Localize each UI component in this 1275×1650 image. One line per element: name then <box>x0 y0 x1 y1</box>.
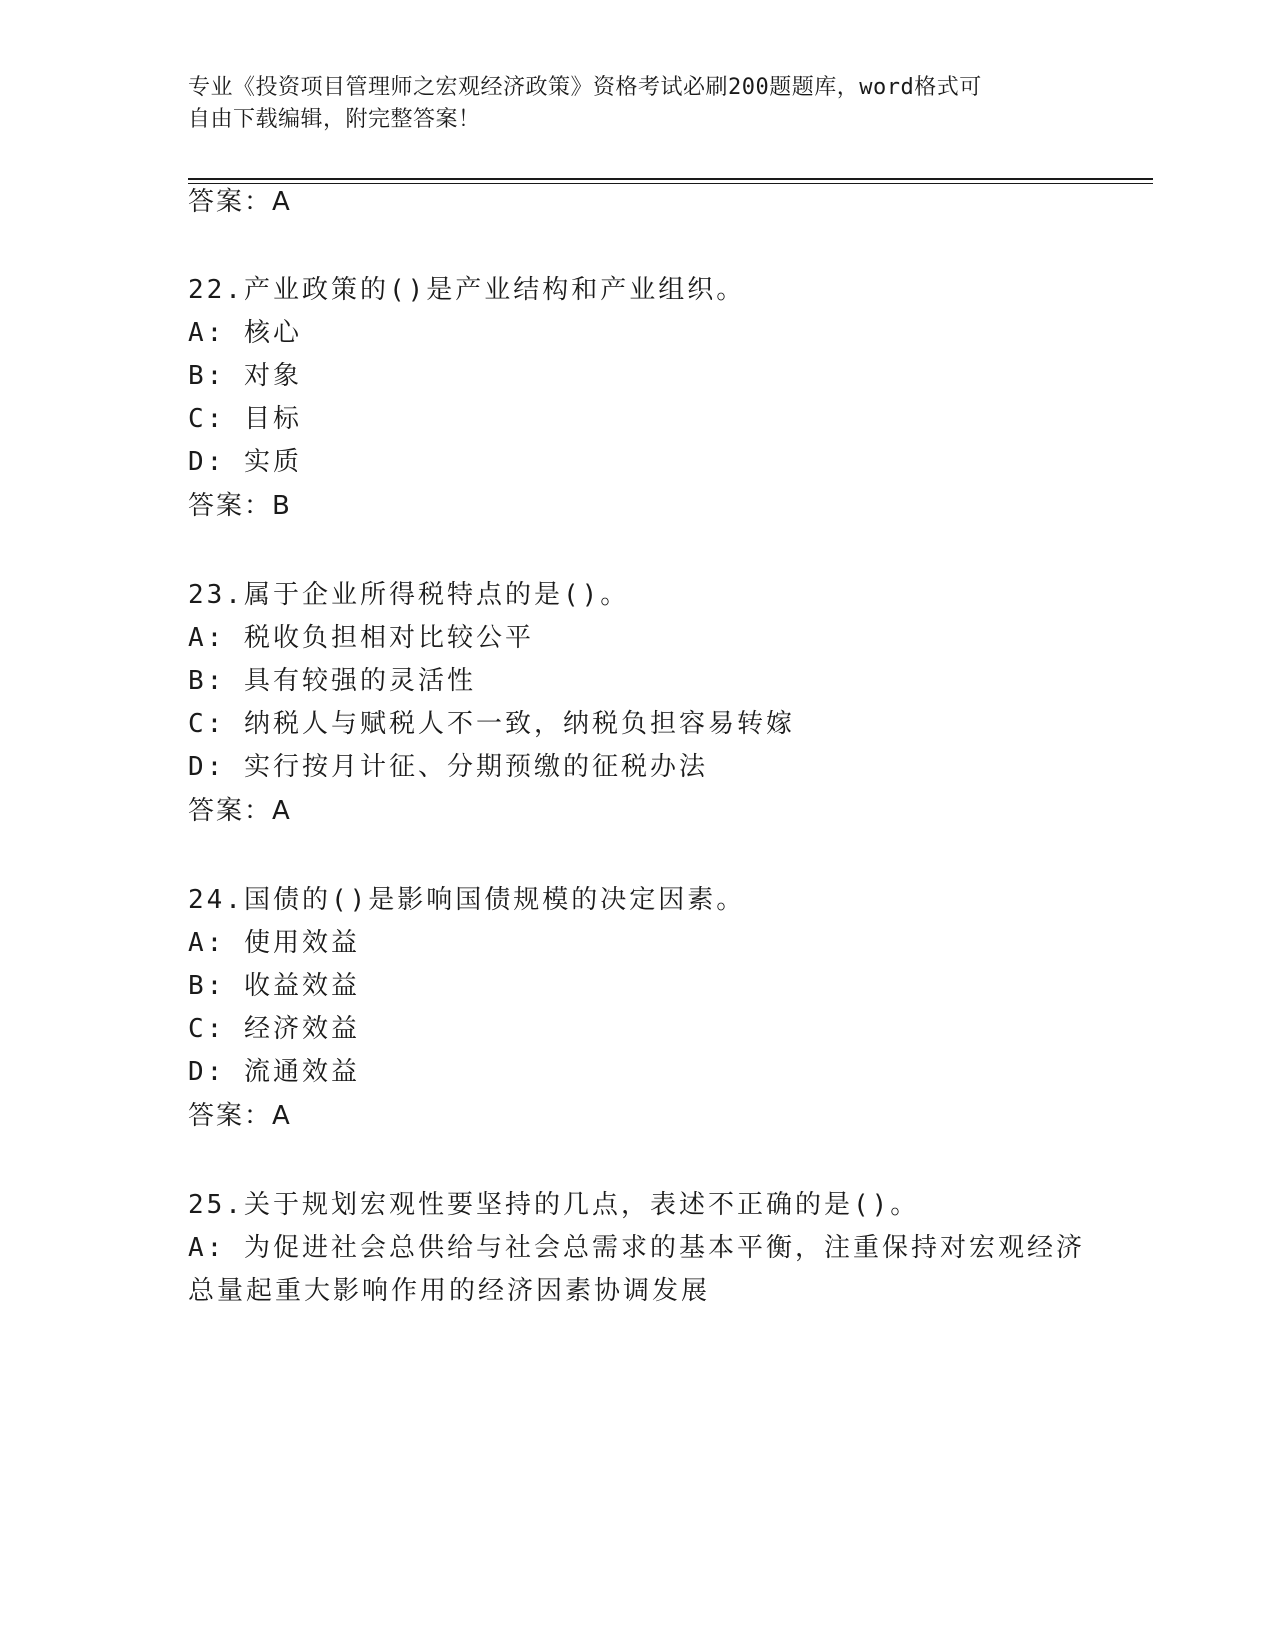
question-24-option-c: C: 经济效益 <box>188 1014 360 1044</box>
question-22-option-d: D: 实质 <box>188 447 302 477</box>
question-22-option-b: B: 对象 <box>188 361 302 391</box>
header-line-2: 自由下载编辑，附完整答案！ <box>188 107 481 132</box>
question-24-option-d: D: 流通效益 <box>188 1057 360 1087</box>
question-24-stem: 24.国债的()是影响国债规模的决定因素。 <box>188 885 746 915</box>
question-25-option-a-continued: 总量起重大影响作用的经济因素协调发展 <box>188 1276 711 1306</box>
question-23-option-a: A: 税收负担相对比较公平 <box>188 623 534 653</box>
question-22-option-c: C: 目标 <box>188 404 302 434</box>
question-23-option-d: D: 实行按月计征、分期预缴的征税办法 <box>188 752 708 782</box>
question-24-option-a: A: 使用效益 <box>188 928 360 958</box>
question-23-option-b: B: 具有较强的灵活性 <box>188 666 476 696</box>
header-divider-thin <box>188 183 1153 184</box>
document-header <box>188 72 1068 136</box>
question-23-option-c: C: 纳税人与赋税人不一致，纳税负担容易转嫁 <box>188 709 795 739</box>
header-line-1: 专业《投资项目管理师之宏观经济政策》资格考试必刷200题题库，word格式可 <box>188 75 982 100</box>
question-25-stem: 25.关于规划宏观性要坚持的几点，表述不正确的是()。 <box>188 1190 920 1220</box>
question-22-stem: 22.产业政策的()是产业结构和产业组织。 <box>188 275 746 305</box>
question-23-stem: 23.属于企业所得税特点的是()。 <box>188 580 630 610</box>
question-25-option-a: A: 为促进社会总供给与社会总需求的基本平衡，注重保持对宏观经济 <box>188 1233 1085 1263</box>
header-divider-thick <box>188 178 1153 180</box>
question-23-answer: 答案：A <box>188 796 292 826</box>
question-22-answer: 答案：B <box>188 491 292 521</box>
question-22-option-a: A: 核心 <box>188 318 302 348</box>
question-24-option-b: B: 收益效益 <box>188 971 360 1001</box>
question-24-answer: 答案：A <box>188 1101 292 1131</box>
previous-answer: 答案：A <box>188 187 292 217</box>
